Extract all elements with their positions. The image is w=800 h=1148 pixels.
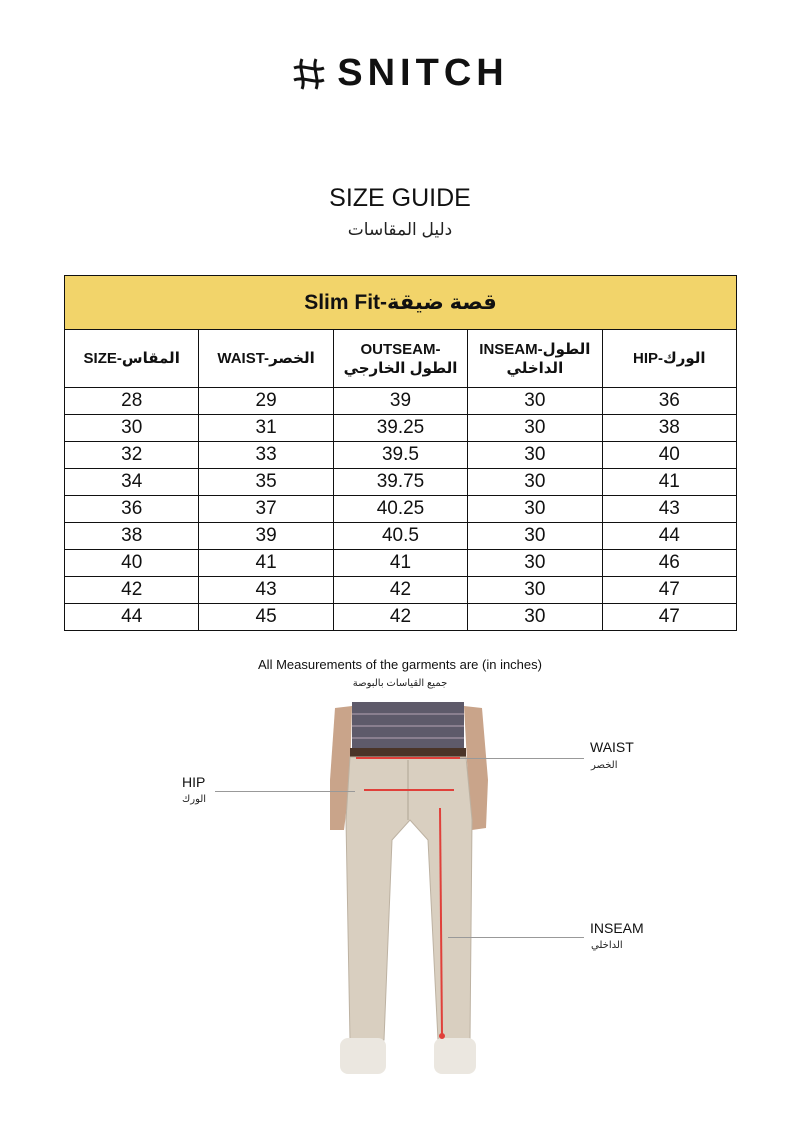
table-cell: 38 bbox=[602, 415, 736, 442]
table-row bbox=[65, 604, 737, 631]
table-cell: 30 bbox=[468, 442, 602, 469]
table-cell: 40 bbox=[602, 442, 736, 469]
table-cell: 43 bbox=[602, 496, 736, 523]
fit-title: Slim Fit-قصة ضيقة bbox=[65, 276, 737, 330]
belt bbox=[350, 748, 466, 757]
table-cell: 30 bbox=[468, 604, 602, 631]
waist-leader bbox=[460, 758, 584, 759]
table-cell: 30 bbox=[468, 388, 602, 415]
page-title-arabic: دليل المقاسات bbox=[347, 220, 453, 239]
measurement-note: All Measurements of the garments are (in inches) bbox=[258, 657, 542, 672]
table-cell: 36 bbox=[602, 388, 736, 415]
table-cell: 36 bbox=[65, 496, 199, 523]
table-cell: 42 bbox=[65, 577, 199, 604]
table-cell: 30 bbox=[468, 415, 602, 442]
table-cell: 34 bbox=[65, 469, 199, 496]
column-header-line: SIZE-المقاس bbox=[83, 350, 180, 367]
table-cell: 30 bbox=[65, 415, 199, 442]
table-row bbox=[65, 388, 737, 415]
waist-label: WAIST bbox=[590, 739, 634, 755]
hip-label: HIP bbox=[182, 774, 206, 790]
snitch-hash-icon bbox=[291, 56, 327, 92]
table-cell: 47 bbox=[602, 577, 736, 604]
table-cell: 44 bbox=[602, 523, 736, 550]
table-row bbox=[65, 469, 737, 496]
table-row bbox=[65, 496, 737, 523]
table-row bbox=[65, 550, 737, 577]
table-cell: 44 bbox=[65, 604, 199, 631]
table-row bbox=[65, 442, 737, 469]
trouser-figure bbox=[300, 700, 510, 1080]
brand-name: SNITCH bbox=[337, 52, 509, 94]
table-cell: 39.5 bbox=[333, 442, 467, 469]
table-cell: 29 bbox=[199, 388, 333, 415]
table-cell: 30 bbox=[468, 577, 602, 604]
table-row bbox=[65, 577, 737, 604]
column-header-line: WAIST-الخصر bbox=[217, 350, 315, 367]
left-shoe bbox=[340, 1038, 386, 1074]
table-cell: 46 bbox=[602, 550, 736, 577]
table-cell: 30 bbox=[468, 496, 602, 523]
column-header-line: الطول الخارجي bbox=[343, 359, 458, 377]
table-row bbox=[65, 523, 737, 550]
fit-row bbox=[65, 276, 737, 330]
table-cell: 37 bbox=[199, 496, 333, 523]
table-cell: 41 bbox=[199, 550, 333, 577]
column-header-line: الداخلي bbox=[506, 359, 564, 377]
hip-leader bbox=[215, 791, 355, 792]
size-table bbox=[64, 275, 737, 631]
header-row bbox=[65, 330, 737, 388]
waist-label-arabic: الخصر bbox=[591, 760, 618, 771]
table-cell: 40.25 bbox=[333, 496, 467, 523]
page-title: SIZE GUIDE bbox=[329, 184, 471, 212]
table-cell: 43 bbox=[199, 577, 333, 604]
column-header bbox=[199, 330, 333, 388]
table-cell: 35 bbox=[199, 469, 333, 496]
right-shoe bbox=[434, 1038, 476, 1074]
column-header bbox=[468, 330, 602, 388]
table-cell: 30 bbox=[468, 523, 602, 550]
column-header-line: INSEAM-الطول bbox=[479, 340, 591, 358]
inseam-label-arabic: الداخلي bbox=[591, 940, 623, 951]
column-header bbox=[333, 330, 467, 388]
brand-logo bbox=[0, 52, 800, 95]
inseam-leader bbox=[448, 937, 584, 938]
table-cell: 39.25 bbox=[333, 415, 467, 442]
table-cell: 40.5 bbox=[333, 523, 467, 550]
column-header bbox=[602, 330, 736, 388]
table-cell: 41 bbox=[602, 469, 736, 496]
table-cell: 45 bbox=[199, 604, 333, 631]
table-cell: 41 bbox=[333, 550, 467, 577]
column-header bbox=[65, 330, 199, 388]
table-cell: 39 bbox=[199, 523, 333, 550]
table-cell: 42 bbox=[333, 604, 467, 631]
inseam-label: INSEAM bbox=[590, 920, 644, 936]
table-cell: 40 bbox=[65, 550, 199, 577]
table-cell: 28 bbox=[65, 388, 199, 415]
column-header-line: HIP-الورك bbox=[633, 350, 706, 367]
table-row bbox=[65, 415, 737, 442]
table-cell: 30 bbox=[468, 550, 602, 577]
table-cell: 31 bbox=[199, 415, 333, 442]
table-cell: 39 bbox=[333, 388, 467, 415]
table-cell: 30 bbox=[468, 469, 602, 496]
table-cell: 33 bbox=[199, 442, 333, 469]
table-cell: 38 bbox=[65, 523, 199, 550]
table-cell: 47 bbox=[602, 604, 736, 631]
hip-label-arabic: الورك bbox=[182, 794, 207, 805]
table-cell: 42 bbox=[333, 577, 467, 604]
column-header-line: OUTSEAM- bbox=[360, 340, 441, 358]
trousers bbox=[346, 757, 472, 1040]
table-cell: 39.75 bbox=[333, 469, 467, 496]
measurement-note-arabic: جميع القياسات بالبوصة bbox=[352, 678, 448, 689]
table-cell: 32 bbox=[65, 442, 199, 469]
